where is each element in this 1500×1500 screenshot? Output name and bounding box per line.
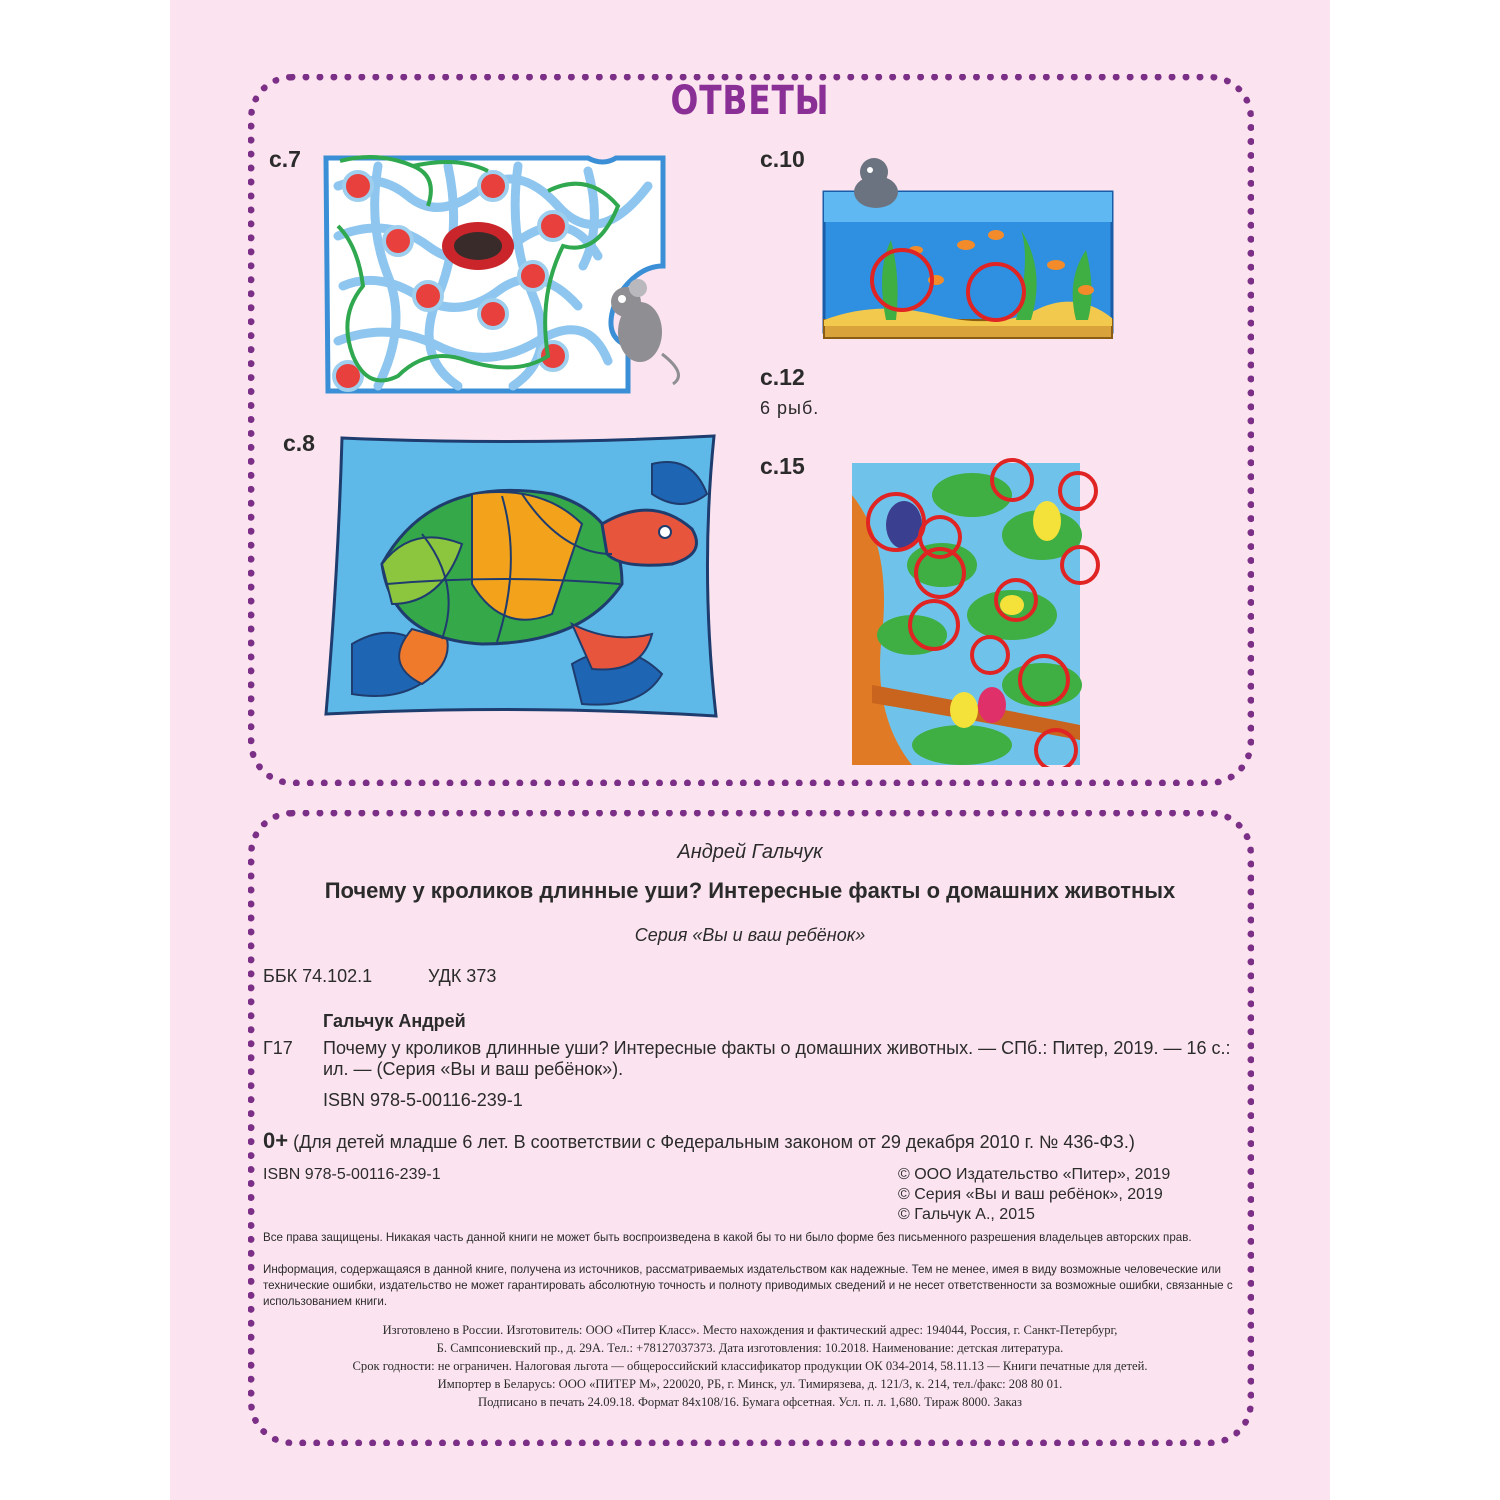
age-rating-note: (Для детей младше 6 лет. В соответствии с Федеральным законом от 29 декабря 2010 г. № 436-ФЗ.) (293, 1132, 1135, 1152)
legal-line: Срок годности: не ограничен. Налоговая льгота — общероссийский классификатор продукции ОК 034-2014, 58.11.13 — Книги печатные для детей. (352, 1359, 1148, 1373)
udk-code: УДК 373 (428, 966, 497, 986)
book-author: Андрей Гальчук (677, 841, 823, 863)
copyright-line: © Серия «Вы и ваш ребёнок», 2019 (898, 1186, 1163, 1203)
legal-line: Изготовлено в России. Изготовитель: ООО «Питер Класс». Место нахождения и фактический адрес: 194044, Россия, г. Санкт-Петербург, (382, 1323, 1118, 1337)
answers-title: ОТВЕТЫ (670, 78, 830, 124)
book-series: Серия «Вы и ваш ребёнок» (634, 925, 866, 945)
page-label-15: с.15 (760, 453, 805, 479)
copyright-line: © Гальчук А., 2015 (898, 1206, 1035, 1223)
page-label-7: с.7 (269, 146, 301, 172)
book-title: Почему у кроликов длинные уши? Интересные факты о домашних животных (324, 878, 1176, 903)
page-label-12: с.12 (760, 364, 805, 390)
isbn: ISBN 978-5-00116-239-1 (263, 1166, 441, 1183)
legal-line: Подписано в печать 24.09.18. Формат 84х108/16. Бумага офсетная. Усл. п. л. 1,680. Тираж 8000. Заказ (478, 1395, 1022, 1409)
age-rating: 0+ (263, 1128, 289, 1153)
turtle-mosaic-illustration (322, 434, 718, 718)
legal-line: Импортер в Беларусь: ООО «ПИТЕР М», 220020, РБ, г. Минск, ул. Тимирязева, д. 121/3, к. 214, тел./факс: 208 80 01. (437, 1377, 1063, 1391)
bbk-code: ББК 74.102.1 (263, 966, 373, 986)
page-label-8: с.8 (283, 430, 315, 456)
disclaimer-notice: Информация, содержащаяся в данной книге, получена из источников, рассматриваемых издательством как надежные. Тем не менее, имея в виду возможные человеческие или технические ошибки, издательство не может гарантировать абсолютную точность и полноту приводимых сведений и не несет ответственности за возможные ошибки, связанные с использованием книги. (263, 1263, 1233, 1308)
catalog-description: Почему у кроликов длинные уши? Интересные факты о домашних животных. — СПб.: Питер, 2019. — 16 с.: ил. — (Серия «Вы и ваш ребёнок»). (323, 1038, 1231, 1079)
catalog-code: Г17 (263, 1038, 293, 1058)
rights-notice: Все права защищены. Никакая часть данной книги не может быть воспроизведена в какой бы то ни было форме без письменного разрешения владельцев авторских прав. (263, 1231, 1192, 1244)
catalog-author: Гальчук Андрей (323, 1011, 466, 1031)
page-12-answer: 6 рыб. (760, 398, 820, 418)
aquarium-illustration (816, 150, 1116, 342)
birds-tree-illustration (852, 455, 1112, 767)
maze-illustration (318, 146, 693, 398)
page-label-10: с.10 (760, 146, 805, 172)
catalog-isbn: ISBN 978-5-00116-239-1 (323, 1090, 523, 1110)
age-rating-line (263, 1128, 1135, 1154)
copyright-line: © ООО Издательство «Питер», 2019 (898, 1166, 1171, 1183)
legal-line: Б. Сампсониевский пр., д. 29А. Тел.: +78127037373. Дата изготовления: 10.2018. Наименование: детская литература. (436, 1341, 1064, 1355)
